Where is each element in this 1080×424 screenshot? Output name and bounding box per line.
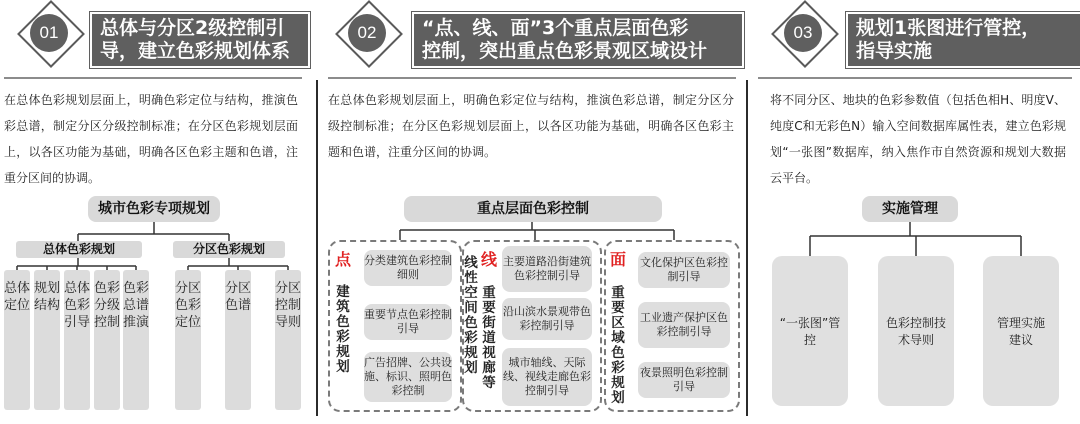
item-key-node-guidance: 重要节点色彩控制引导 bbox=[364, 304, 452, 340]
leaf-overall-positioning: 总体定位 bbox=[4, 270, 30, 410]
section-label-area: 重要区域色彩规划 bbox=[611, 285, 625, 406]
section-key-line: 线 bbox=[480, 250, 497, 269]
tree-root: 实施管理 bbox=[862, 196, 958, 222]
header-rule bbox=[4, 77, 302, 79]
item-industrial-heritage-guidance: 工业遗产保护区色彩控制引导 bbox=[638, 302, 730, 348]
tree-root: 城市色彩专项规划 bbox=[88, 196, 220, 222]
branch-overall-plan: 总体色彩规划 bbox=[16, 241, 142, 258]
header-rule bbox=[328, 77, 736, 79]
leaf-district-spectrum: 分区色谱 bbox=[225, 270, 251, 410]
description-text: 在总体色彩规划层面上，明确色彩定位与结构，推演色彩总谱，制定分区分级控制标准；在分区色彩规划层面上，以各区功能为基础，明确各区色彩主题和色谱，注重分区间的协调。 bbox=[328, 93, 734, 159]
item-one-map-control: “一张图”管控 bbox=[772, 256, 848, 406]
section-prefix-line: 线性空间色彩规划 bbox=[464, 255, 478, 376]
item-technical-guidelines: 色彩控制技术导则 bbox=[878, 256, 954, 406]
header-number-badge: 03 bbox=[784, 14, 822, 52]
section-key-point: 点 bbox=[334, 250, 351, 269]
item-building-color-rules: 分类建筑色彩控制细则 bbox=[364, 250, 452, 286]
branch-district-plan: 分区色彩规划 bbox=[173, 241, 285, 258]
item-cultural-area-guidance: 文化保护区色彩控制引导 bbox=[638, 252, 730, 288]
item-night-lighting-guidance: 夜景照明色彩控制引导 bbox=[638, 362, 730, 398]
header-title: 规划1张图进行管控， 指导实施 bbox=[846, 12, 1080, 68]
item-road-building-guidance: 主要道路沿街建筑色彩控制引导 bbox=[502, 246, 592, 292]
leaf-color-grade-control: 色彩分级控制 bbox=[94, 270, 120, 410]
item-management-suggestions: 管理实施建议 bbox=[983, 256, 1059, 406]
leaf-overall-color-guidance: 总体色彩引导 bbox=[64, 270, 90, 410]
header-number-badge: 02 bbox=[348, 14, 386, 52]
item-axis-skyline-corridor: 城市轴线、天际线、视线走廊色彩控制引导 bbox=[502, 348, 592, 406]
item-waterfront-belt-guidance: 沿山滨水景观带色彩控制引导 bbox=[502, 298, 592, 340]
header-rule bbox=[758, 77, 1072, 79]
item-signage-facility-lighting: 广告招牌、公共设施、标识、照明色彩控制 bbox=[364, 352, 452, 402]
section-label-point: 建筑色彩规划 bbox=[336, 284, 350, 375]
leaf-district-guidelines: 分区控制导则 bbox=[275, 270, 301, 410]
header-title: 总体与分区2级控制引 导，建立色彩规划体系 bbox=[90, 12, 310, 68]
section-key-area: 面 bbox=[609, 250, 626, 269]
tree-root: 重点层面色彩控制 bbox=[404, 196, 662, 222]
column-divider-2 bbox=[746, 80, 748, 416]
leaf-district-positioning: 分区色彩定位 bbox=[175, 270, 201, 410]
description-text: 将不同分区、地块的色彩参数值（包括色相H、明度V、纯度C和无彩色N）输入空间数据库属性表，建立色彩规划“一张图”数据库，纳入焦作市自然资源和规划大数据云平台。 bbox=[770, 93, 1066, 185]
column-divider-1 bbox=[316, 80, 318, 416]
section-label-line: 重要街道视廊等 bbox=[482, 285, 496, 391]
header-title: “点、线、面”3个重点层面色彩 控制，突出重点色彩景观区域设计 bbox=[412, 12, 744, 68]
description-text: 在总体色彩规划层面上，明确色彩定位与结构，推演色彩总谱，制定分区分级控制标准；在分区色彩规划层面上，以各区功能为基础，明确各区色彩主题和色谱，注重分区间的协调。 bbox=[4, 93, 298, 185]
leaf-planning-structure: 规划结构 bbox=[34, 270, 60, 410]
leaf-color-spectrum: 色彩总谱推演 bbox=[123, 270, 149, 410]
header-number-badge: 01 bbox=[30, 14, 68, 52]
